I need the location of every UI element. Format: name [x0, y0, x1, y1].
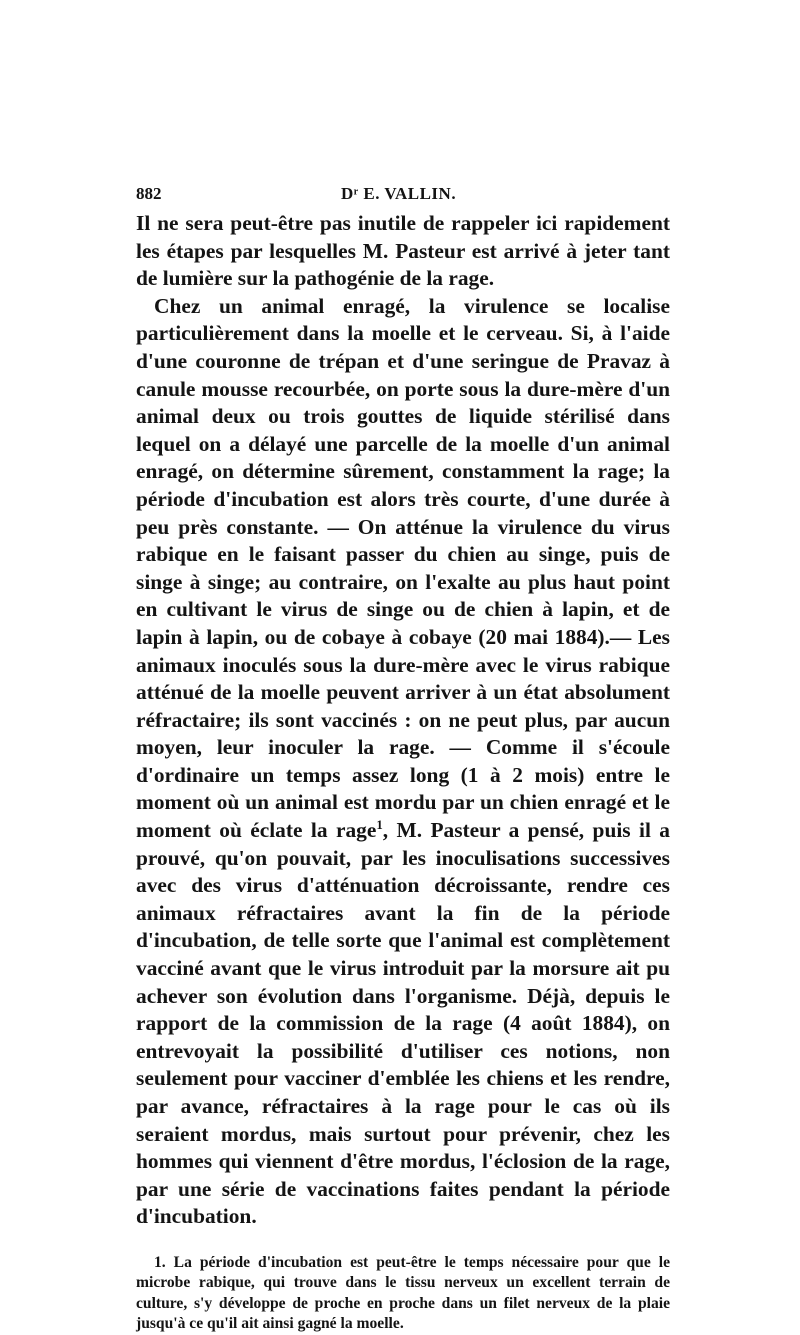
- page-header: [136, 176, 670, 210]
- paragraph-1: [136, 210, 670, 293]
- page-number: 882: [136, 184, 162, 203]
- footnote-reference[interactable]: 1: [376, 817, 383, 832]
- paragraph-text: Il ne sera peut-être pas inutile de rappeler ici rapidement les étapes par lesquelles M. Pasteur est arrivé à jeter tant de lumière sur la pathogénie de la rage.: [136, 211, 670, 291]
- running-title: Dʳ E. VALLIN.: [341, 184, 457, 203]
- footnote-text: La période d'incubation est peut-être le temps nécessaire pour que le microbe rabique, qui trouve dans le tissu nerveux un excellent terrain de culture, s'y développe de proche en proche dans un filet nerveux de la plaie jusqu'à ce qu'il ait ainsi gagné la moelle.: [136, 1253, 670, 1333]
- body-text: [136, 210, 670, 1231]
- paragraph-text: Chez un animal enragé, la virulence se localise particulièrement dans la moelle et le cerveau. Si, à l'aide d'une couronne de trépan et d'une seringue de Pravaz à canule mousse recourbée, on porte sous la dure-mère d'un animal deux ou trois gouttes de liquide stérilisé dans lequel on a délayé une parcelle de la moelle d'un animal enragé, on détermine sûrement, constamment la rage; la période d'incubation est alors très courte, d'une durée à peu près constante. — On atténue la virulence du virus rabique en le faisant passer du chien au singe, puis de singe à singe; au contraire, on l'exalte au plus haut point en cultivant le virus de singe ou de chien à lapin, et de lapin à lapin, ou de cobaye à cobaye (20 mai 1884).— Les animaux inoculés sous la dure-mère avec le virus rabique atténué de la moelle peuvent arriver à un état absolument réfractaire; ils sont vaccinés : on ne peut plus, par aucun moyen, leur inoculer la rage. — Comme il s'écoule d'ordinaire un temps assez long (1 à 2 mois) entre le moment où un animal est mordu par un chien enragé et le moment où éclate la rage: [136, 293, 670, 843]
- paragraph-2: [136, 293, 670, 1231]
- footnote-1: [136, 1253, 670, 1335]
- footnote-mark: 1.: [154, 1253, 166, 1271]
- book-page: [136, 176, 670, 1335]
- footnotes: [136, 1253, 670, 1335]
- paragraph-text-continued: , M. Pasteur a pensé, puis il a prouvé, qu'on pouvait, par les inoculisations successives avec des virus d'atténuation décroissante, rendre ces animaux réfractaires avant la fin de la période d'incubation, de telle sorte que l'animal est complètement vacciné avant que le virus introduit par la morsure ait pu achever son évolution dans l'organisme. Déjà, depuis le rapport de la commission de la rage (4 août 1884), on entrevoyait la possibilité d'utiliser ces notions, non seulement pour vacciner d'emblée les chiens et les rendre, par avance, réfractaires à la rage pour le cas où ils seraient mordus, mais surtout pour prévenir, chez les hommes qui viennent d'être mordus, l'éclosion de la rage, par une série de vaccinations faites pendant la période d'incubation.: [136, 818, 670, 1229]
